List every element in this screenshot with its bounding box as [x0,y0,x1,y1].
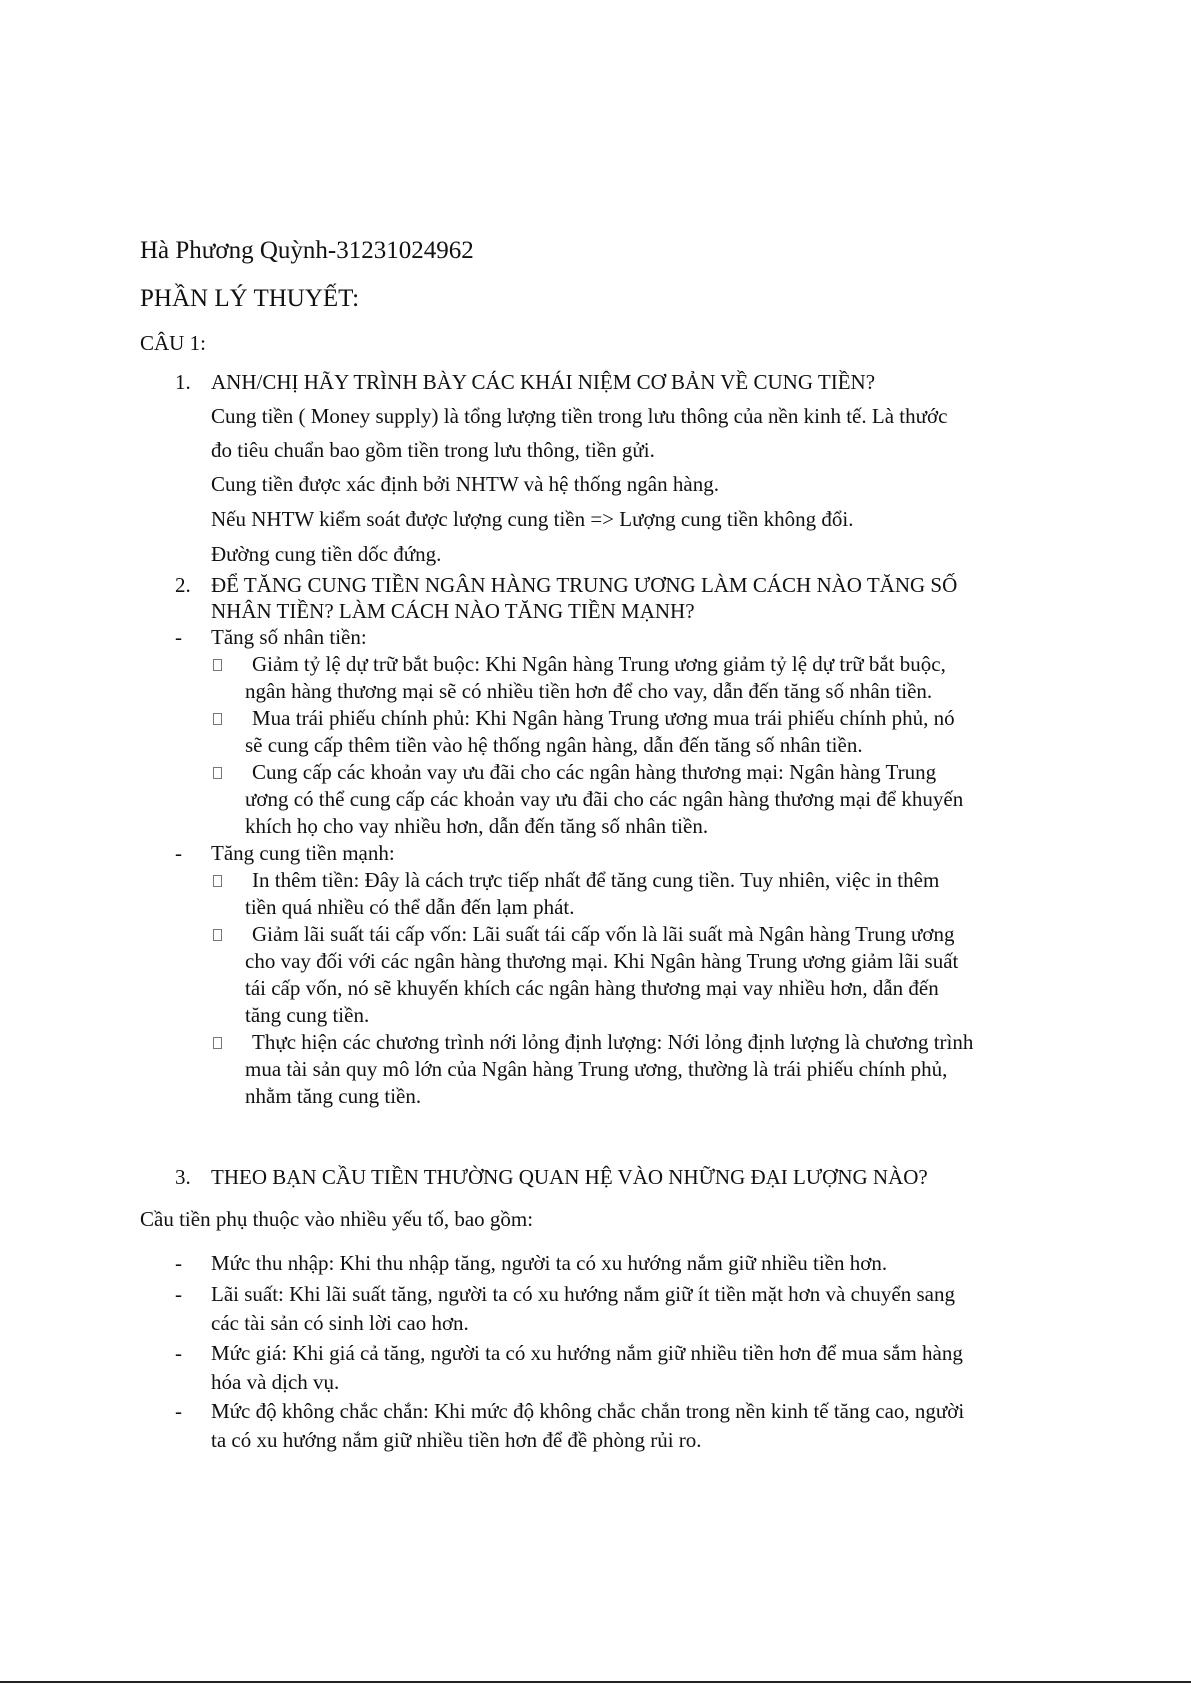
group2-item-line: cho vay đối với các ngân hàng thương mại. Khi Ngân hàng Trung ương giảm lãi suất [245,949,959,973]
group2-heading: Tăng cung tiền mạnh: [211,841,395,865]
q2-title-line1: ĐỂ TĂNG CUNG TIỀN NGÂN HÀNG TRUNG ƯƠNG LÀM CÁCH NÀO TĂNG SỐ [211,573,958,597]
q1-title: ANH/CHỊ HÃY TRÌNH BÀY CÁC KHÁI NIỆM CƠ BẢN VỀ CUNG TIỀN? [211,370,876,394]
q1-number: 1. [175,370,191,394]
group2-item-line: tái cấp vốn, nó sẽ khuyến khích các ngân hàng thương mại vay nhiều hơn, dẫn đến [245,976,939,1000]
q1-text-line: Cung tiền ( Money supply) là tổng lượng tiền trong lưu thông của nền kinh tế. Là thước [211,404,948,428]
section-title: PHẦN LÝ THUYẾT: [140,285,360,312]
group2-item-line: Giảm lãi suất tái cấp vốn: Lãi suất tái cấp vốn là lãi suất mà Ngân hàng Trung ương [252,922,955,946]
bullet-box-icon [213,875,222,887]
bullet-box-icon [213,659,222,671]
group1-item-line: Cung cấp các khoản vay ưu đãi cho các ngân hàng thương mại: Ngân hàng Trung [252,760,937,784]
bullet-box-icon [213,929,222,941]
group1-item-line: ương có thể cung cấp các khoản vay ưu đãi cho các ngân hàng thương mại để khuyến [245,787,964,811]
author-line: Hà Phương Quỳnh-31231024962 [140,237,474,264]
group1-item-line: ngân hàng thương mại sẽ có nhiều tiền hơn để cho vay, dẫn đến tăng số nhân tiền. [245,679,933,703]
q1-text-line: đo tiêu chuẩn bao gồm tiền trong lưu thông, tiền gửi. [211,438,655,462]
q3-item-line: ta có xu hướng nắm giữ nhiều tiền hơn để đề phòng rủi ro. [211,1428,702,1452]
group2-item-line: tiền quá nhiều có thể dẫn đến lạm phát. [245,895,575,919]
q3-item-line: Lãi suất: Khi lãi suất tăng, người ta có xu hướng nắm giữ ít tiền mặt hơn và chuyển sang [211,1282,955,1306]
page-bottom-rule [0,1681,1191,1683]
bullet-box-icon [213,713,222,725]
group1-heading: Tăng số nhân tiền: [211,625,367,649]
group1-item-line: khích họ cho vay nhiều hơn, dẫn đến tăng số nhân tiền. [245,814,709,838]
group2-item-line: In thêm tiền: Đây là cách trực tiếp nhất để tăng cung tiền. Tuy nhiên, việc in thêm [252,868,940,892]
q3-item-line: các tài sản có sinh lời cao hơn. [211,1311,469,1335]
dash-bullet: - [175,841,182,865]
group1-item-line: Mua trái phiếu chính phủ: Khi Ngân hàng Trung ương mua trái phiếu chính phủ, nó [252,706,955,730]
dash-bullet: - [175,1341,182,1365]
q3-number: 3. [175,1165,191,1189]
bullet-box-icon [213,1037,222,1049]
group1-item-line: Giảm tỷ lệ dự trữ bắt buộc: Khi Ngân hàng Trung ương giảm tỷ lệ dự trữ bắt buộc, [252,652,946,676]
bullet-box-icon [213,767,222,779]
q1-text-line: Nếu NHTW kiểm soát được lượng cung tiền => Lượng cung tiền không đổi. [211,507,854,531]
q1-text-line: Đường cung tiền dốc đứng. [211,542,442,566]
q1-text-line: Cung tiền được xác định bởi NHTW và hệ thống ngân hàng. [211,472,719,496]
q3-intro: Cầu tiền phụ thuộc vào nhiều yếu tố, bao gồm: [140,1207,534,1231]
dash-bullet: - [175,1399,182,1423]
q3-item-line: Mức thu nhập: Khi thu nhập tăng, người ta có xu hướng nắm giữ nhiều tiền hơn. [211,1251,888,1275]
dash-bullet: - [175,625,182,649]
q2-title-line2: NHÂN TIỀN? LÀM CÁCH NÀO TĂNG TIỀN MẠNH? [211,599,695,623]
question-label: CÂU 1: [140,331,206,355]
dash-bullet: - [175,1282,182,1306]
q3-item-line: Mức giá: Khi giá cả tăng, người ta có xu hướng nắm giữ nhiều tiền hơn để mua sắm hàng [211,1341,963,1365]
group2-item-line: Thực hiện các chương trình nới lỏng định lượng: Nới lỏng định lượng là chương trình [252,1030,974,1054]
group2-item-line: nhằm tăng cung tiền. [245,1084,422,1108]
group2-item-line: mua tài sản quy mô lớn của Ngân hàng Trung ương, thường là trái phiếu chính phủ, [245,1057,948,1081]
q3-item-line: Mức độ không chắc chắn: Khi mức độ không chắc chắn trong nền kinh tế tăng cao, người [211,1399,965,1423]
group1-item-line: sẽ cung cấp thêm tiền vào hệ thống ngân hàng, dẫn đến tăng số nhân tiền. [245,733,863,757]
q3-item-line: hóa và dịch vụ. [211,1370,340,1394]
q3-title: THEO BẠN CẦU TIỀN THƯỜNG QUAN HỆ VÀO NHỮNG ĐẠI LƯỢNG NÀO? [211,1165,928,1189]
dash-bullet: - [175,1251,182,1275]
group2-item-line: tăng cung tiền. [245,1003,370,1027]
q2-number: 2. [175,573,191,597]
